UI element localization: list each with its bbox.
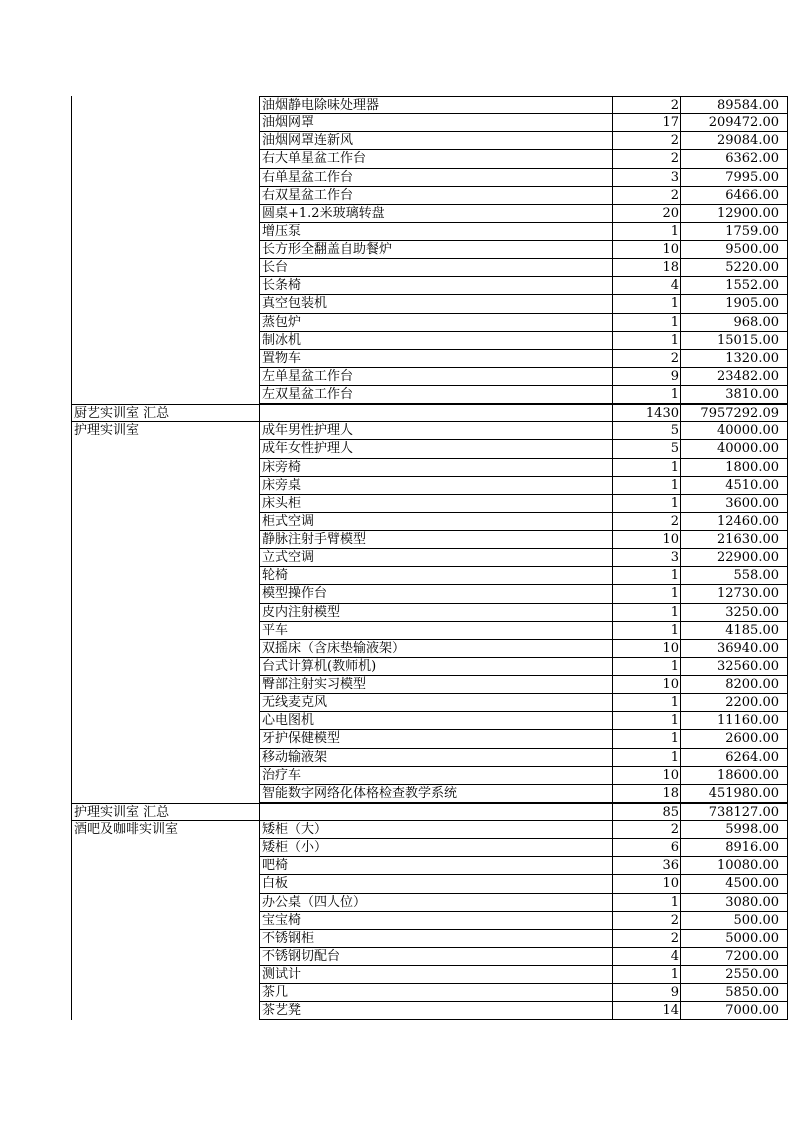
room-cell xyxy=(71,567,259,585)
amount-cell: 8200.00 xyxy=(680,676,788,694)
quantity-cell: 2 xyxy=(612,187,680,205)
room-cell xyxy=(71,205,259,223)
table-row xyxy=(71,386,779,404)
amount-cell: 2200.00 xyxy=(680,694,788,712)
room-cell xyxy=(71,767,259,785)
room-cell: 护理实训室 汇总 xyxy=(71,803,259,821)
room-cell xyxy=(71,984,259,1002)
room-cell xyxy=(71,459,259,477)
item-name-cell: 茶几 xyxy=(259,984,612,1002)
room-cell xyxy=(71,839,259,857)
room-cell xyxy=(71,549,259,567)
table-row xyxy=(71,875,779,893)
amount-cell: 15015.00 xyxy=(680,332,788,350)
amount-cell: 89584.00 xyxy=(680,96,788,114)
amount-cell: 12730.00 xyxy=(680,585,788,603)
room-cell xyxy=(71,531,259,549)
amount-cell: 7200.00 xyxy=(680,948,788,966)
quantity-cell: 1 xyxy=(612,730,680,748)
item-name-cell: 立式空调 xyxy=(259,549,612,567)
amount-cell: 1759.00 xyxy=(680,223,788,241)
item-name-cell: 柜式空调 xyxy=(259,513,612,531)
table-row xyxy=(71,440,779,458)
table-row xyxy=(71,676,779,694)
room-cell xyxy=(71,440,259,458)
quantity-cell: 2 xyxy=(612,350,680,368)
item-name-cell: 置物车 xyxy=(259,350,612,368)
item-name-cell: 茶艺凳 xyxy=(259,1002,612,1020)
quantity-cell: 2 xyxy=(612,132,680,150)
room-cell xyxy=(71,169,259,187)
item-name-cell: 长方形全翻盖自助餐炉 xyxy=(259,241,612,259)
item-name-cell: 增压泵 xyxy=(259,223,612,241)
item-name-cell: 长条椅 xyxy=(259,277,612,295)
quantity-cell: 9 xyxy=(612,984,680,1002)
item-name-cell: 办公桌（四人位） xyxy=(259,894,612,912)
room-cell xyxy=(71,332,259,350)
amount-cell: 22900.00 xyxy=(680,549,788,567)
quantity-cell: 1 xyxy=(612,386,680,404)
amount-cell: 1320.00 xyxy=(680,350,788,368)
room-cell: 厨艺实训室 汇总 xyxy=(71,404,259,422)
room-cell xyxy=(71,150,259,168)
room-cell xyxy=(71,96,259,114)
table-row xyxy=(71,259,779,277)
quantity-cell: 1 xyxy=(612,694,680,712)
amount-cell: 8916.00 xyxy=(680,839,788,857)
item-name-cell xyxy=(259,404,612,422)
amount-cell: 5000.00 xyxy=(680,930,788,948)
table-row xyxy=(71,169,779,187)
quantity-cell: 1430 xyxy=(612,404,680,422)
table-row xyxy=(71,712,779,730)
item-name-cell: 不锈钢柜 xyxy=(259,930,612,948)
amount-cell: 4185.00 xyxy=(680,622,788,640)
item-name-cell: 右大单星盆工作台 xyxy=(259,150,612,168)
room-cell xyxy=(71,513,259,531)
table-row xyxy=(71,966,779,984)
table-row xyxy=(71,223,779,241)
item-name-cell: 右双星盆工作台 xyxy=(259,187,612,205)
quantity-cell: 2 xyxy=(612,930,680,948)
room-cell xyxy=(71,694,259,712)
item-name-cell: 牙护保健模型 xyxy=(259,730,612,748)
item-name-cell: 真空包装机 xyxy=(259,295,612,313)
quantity-cell: 1 xyxy=(612,295,680,313)
item-name-cell: 长台 xyxy=(259,259,612,277)
table-row xyxy=(71,730,779,748)
table-row xyxy=(71,241,779,259)
item-name-cell: 台式计算机(教师机) xyxy=(259,658,612,676)
room-cell xyxy=(71,749,259,767)
table-row xyxy=(71,368,779,386)
room-cell xyxy=(71,622,259,640)
quantity-cell: 2 xyxy=(612,912,680,930)
table-row xyxy=(71,640,779,658)
amount-cell: 1800.00 xyxy=(680,459,788,477)
table-row xyxy=(71,912,779,930)
table-row xyxy=(71,205,779,223)
quantity-cell: 10 xyxy=(612,640,680,658)
room-cell xyxy=(71,912,259,930)
table-row xyxy=(71,459,779,477)
inventory-table xyxy=(71,96,779,1020)
room-cell xyxy=(71,604,259,622)
table-row xyxy=(71,477,779,495)
amount-cell: 738127.00 xyxy=(680,803,788,821)
item-name-cell: 右单星盆工作台 xyxy=(259,169,612,187)
room-cell xyxy=(71,785,259,803)
quantity-cell: 6 xyxy=(612,839,680,857)
item-name-cell: 不锈钢切配台 xyxy=(259,948,612,966)
table-row xyxy=(71,96,779,114)
table-row xyxy=(71,694,779,712)
quantity-cell: 10 xyxy=(612,875,680,893)
amount-cell: 4510.00 xyxy=(680,477,788,495)
room-cell xyxy=(71,930,259,948)
item-name-cell: 油烟网罩 xyxy=(259,114,612,132)
room-cell xyxy=(71,223,259,241)
quantity-cell: 5 xyxy=(612,440,680,458)
quantity-cell: 10 xyxy=(612,241,680,259)
quantity-cell: 18 xyxy=(612,259,680,277)
room-cell xyxy=(71,368,259,386)
room-cell xyxy=(71,477,259,495)
amount-cell: 4500.00 xyxy=(680,875,788,893)
room-cell xyxy=(71,712,259,730)
table-row xyxy=(71,350,779,368)
table-row xyxy=(71,857,779,875)
table-row xyxy=(71,295,779,313)
table-row xyxy=(71,314,779,332)
table-row xyxy=(71,984,779,1002)
table-row xyxy=(71,622,779,640)
table-row xyxy=(71,422,779,440)
item-name-cell: 制冰机 xyxy=(259,332,612,350)
item-name-cell: 吧椅 xyxy=(259,857,612,875)
amount-cell: 968.00 xyxy=(680,314,788,332)
item-name-cell: 测试计 xyxy=(259,966,612,984)
room-cell xyxy=(71,894,259,912)
item-name-cell: 静脉注射手臂模型 xyxy=(259,531,612,549)
item-name-cell: 成年男性护理人 xyxy=(259,422,612,440)
item-name-cell: 智能数字网络化体格检查教学系统 xyxy=(259,785,612,803)
room-cell xyxy=(71,875,259,893)
table-row xyxy=(71,604,779,622)
amount-cell: 451980.00 xyxy=(680,785,788,803)
item-name-cell: 床旁椅 xyxy=(259,459,612,477)
item-name-cell: 心电图机 xyxy=(259,712,612,730)
item-name-cell: 床旁桌 xyxy=(259,477,612,495)
amount-cell: 6466.00 xyxy=(680,187,788,205)
quantity-cell: 2 xyxy=(612,821,680,839)
table-row xyxy=(71,821,779,839)
quantity-cell: 10 xyxy=(612,531,680,549)
amount-cell: 6362.00 xyxy=(680,150,788,168)
amount-cell: 10080.00 xyxy=(680,857,788,875)
item-name-cell: 矮柜（大） xyxy=(259,821,612,839)
amount-cell: 5220.00 xyxy=(680,259,788,277)
table-row xyxy=(71,894,779,912)
quantity-cell: 10 xyxy=(612,767,680,785)
amount-cell: 29084.00 xyxy=(680,132,788,150)
room-cell xyxy=(71,730,259,748)
room-cell xyxy=(71,187,259,205)
table-row xyxy=(71,585,779,603)
item-name-cell: 皮内注射模型 xyxy=(259,604,612,622)
table-row xyxy=(71,767,779,785)
room-cell xyxy=(71,966,259,984)
amount-cell: 1552.00 xyxy=(680,277,788,295)
amount-cell: 36940.00 xyxy=(680,640,788,658)
item-name-cell: 臀部注射实习模型 xyxy=(259,676,612,694)
table-row xyxy=(71,549,779,567)
amount-cell: 12460.00 xyxy=(680,513,788,531)
room-cell xyxy=(71,277,259,295)
quantity-cell: 1 xyxy=(612,622,680,640)
quantity-cell: 2 xyxy=(612,513,680,531)
item-name-cell: 成年女性护理人 xyxy=(259,440,612,458)
table-row xyxy=(71,531,779,549)
amount-cell: 558.00 xyxy=(680,567,788,585)
table-row xyxy=(71,332,779,350)
room-cell xyxy=(71,295,259,313)
amount-cell: 5998.00 xyxy=(680,821,788,839)
quantity-cell: 10 xyxy=(612,676,680,694)
amount-cell: 6264.00 xyxy=(680,749,788,767)
room-cell xyxy=(71,658,259,676)
amount-cell: 40000.00 xyxy=(680,422,788,440)
amount-cell: 3600.00 xyxy=(680,495,788,513)
quantity-cell: 1 xyxy=(612,223,680,241)
room-cell xyxy=(71,114,259,132)
amount-cell: 500.00 xyxy=(680,912,788,930)
amount-cell: 11160.00 xyxy=(680,712,788,730)
table-row xyxy=(71,658,779,676)
quantity-cell: 17 xyxy=(612,114,680,132)
table-row xyxy=(71,839,779,857)
amount-cell: 2550.00 xyxy=(680,966,788,984)
item-name-cell: 平车 xyxy=(259,622,612,640)
quantity-cell: 9 xyxy=(612,368,680,386)
table-row xyxy=(71,187,779,205)
quantity-cell: 1 xyxy=(612,966,680,984)
amount-cell: 7995.00 xyxy=(680,169,788,187)
quantity-cell: 1 xyxy=(612,749,680,767)
room-cell: 护理实训室 xyxy=(71,422,259,440)
table-row xyxy=(71,1002,779,1020)
item-name-cell: 油烟静电除味处理器 xyxy=(259,96,612,114)
item-name-cell: 矮柜（小） xyxy=(259,839,612,857)
quantity-cell: 1 xyxy=(612,459,680,477)
quantity-cell: 3 xyxy=(612,169,680,187)
amount-cell: 7957292.09 xyxy=(680,404,788,422)
table-row xyxy=(71,930,779,948)
quantity-cell: 1 xyxy=(612,314,680,332)
table-row xyxy=(71,114,779,132)
room-cell: 酒吧及咖啡实训室 xyxy=(71,821,259,839)
quantity-cell: 1 xyxy=(612,332,680,350)
room-cell xyxy=(71,241,259,259)
table-row xyxy=(71,513,779,531)
table-row xyxy=(71,749,779,767)
quantity-cell: 2 xyxy=(612,96,680,114)
room-cell xyxy=(71,259,259,277)
amount-cell: 5850.00 xyxy=(680,984,788,1002)
amount-cell: 21630.00 xyxy=(680,531,788,549)
room-cell xyxy=(71,585,259,603)
table-row xyxy=(71,948,779,966)
quantity-cell: 1 xyxy=(612,658,680,676)
quantity-cell: 5 xyxy=(612,422,680,440)
table-row xyxy=(71,495,779,513)
quantity-cell: 4 xyxy=(612,948,680,966)
item-name-cell: 模型操作台 xyxy=(259,585,612,603)
item-name-cell: 双摇床（含床垫输液架） xyxy=(259,640,612,658)
summary-row xyxy=(71,404,779,422)
item-name-cell: 油烟网罩连新风 xyxy=(259,132,612,150)
amount-cell: 7000.00 xyxy=(680,1002,788,1020)
amount-cell: 1905.00 xyxy=(680,295,788,313)
item-name-cell: 宝宝椅 xyxy=(259,912,612,930)
amount-cell: 3250.00 xyxy=(680,604,788,622)
item-name-cell: 治疗车 xyxy=(259,767,612,785)
room-cell xyxy=(71,676,259,694)
amount-cell: 209472.00 xyxy=(680,114,788,132)
amount-cell: 3080.00 xyxy=(680,894,788,912)
amount-cell: 3810.00 xyxy=(680,386,788,404)
room-cell xyxy=(71,314,259,332)
room-cell xyxy=(71,350,259,368)
amount-cell: 12900.00 xyxy=(680,205,788,223)
quantity-cell: 1 xyxy=(612,495,680,513)
item-name-cell: 圆桌+1.2米玻璃转盘 xyxy=(259,205,612,223)
amount-cell: 2600.00 xyxy=(680,730,788,748)
amount-cell: 32560.00 xyxy=(680,658,788,676)
amount-cell: 18600.00 xyxy=(680,767,788,785)
quantity-cell: 20 xyxy=(612,205,680,223)
amount-cell: 23482.00 xyxy=(680,368,788,386)
quantity-cell: 1 xyxy=(612,712,680,730)
quantity-cell: 1 xyxy=(612,585,680,603)
quantity-cell: 4 xyxy=(612,277,680,295)
table-row xyxy=(71,567,779,585)
table-row xyxy=(71,132,779,150)
table-row xyxy=(71,785,779,803)
room-cell xyxy=(71,640,259,658)
item-name-cell: 白板 xyxy=(259,875,612,893)
quantity-cell: 14 xyxy=(612,1002,680,1020)
item-name-cell: 蒸包炉 xyxy=(259,314,612,332)
quantity-cell: 1 xyxy=(612,894,680,912)
table-row xyxy=(71,150,779,168)
room-cell xyxy=(71,857,259,875)
item-name-cell xyxy=(259,803,612,821)
amount-cell: 40000.00 xyxy=(680,440,788,458)
table-row xyxy=(71,277,779,295)
amount-cell: 9500.00 xyxy=(680,241,788,259)
room-cell xyxy=(71,495,259,513)
room-cell xyxy=(71,132,259,150)
item-name-cell: 无线麦克风 xyxy=(259,694,612,712)
quantity-cell: 2 xyxy=(612,150,680,168)
quantity-cell: 85 xyxy=(612,803,680,821)
item-name-cell: 左单星盆工作台 xyxy=(259,368,612,386)
room-cell xyxy=(71,1002,259,1020)
item-name-cell: 左双星盆工作台 xyxy=(259,386,612,404)
item-name-cell: 移动输液架 xyxy=(259,749,612,767)
item-name-cell: 床头柜 xyxy=(259,495,612,513)
quantity-cell: 18 xyxy=(612,785,680,803)
quantity-cell: 36 xyxy=(612,857,680,875)
quantity-cell: 3 xyxy=(612,549,680,567)
quantity-cell: 1 xyxy=(612,604,680,622)
item-name-cell: 轮椅 xyxy=(259,567,612,585)
room-cell xyxy=(71,948,259,966)
quantity-cell: 1 xyxy=(612,567,680,585)
quantity-cell: 1 xyxy=(612,477,680,495)
room-cell xyxy=(71,386,259,404)
summary-row xyxy=(71,803,779,821)
